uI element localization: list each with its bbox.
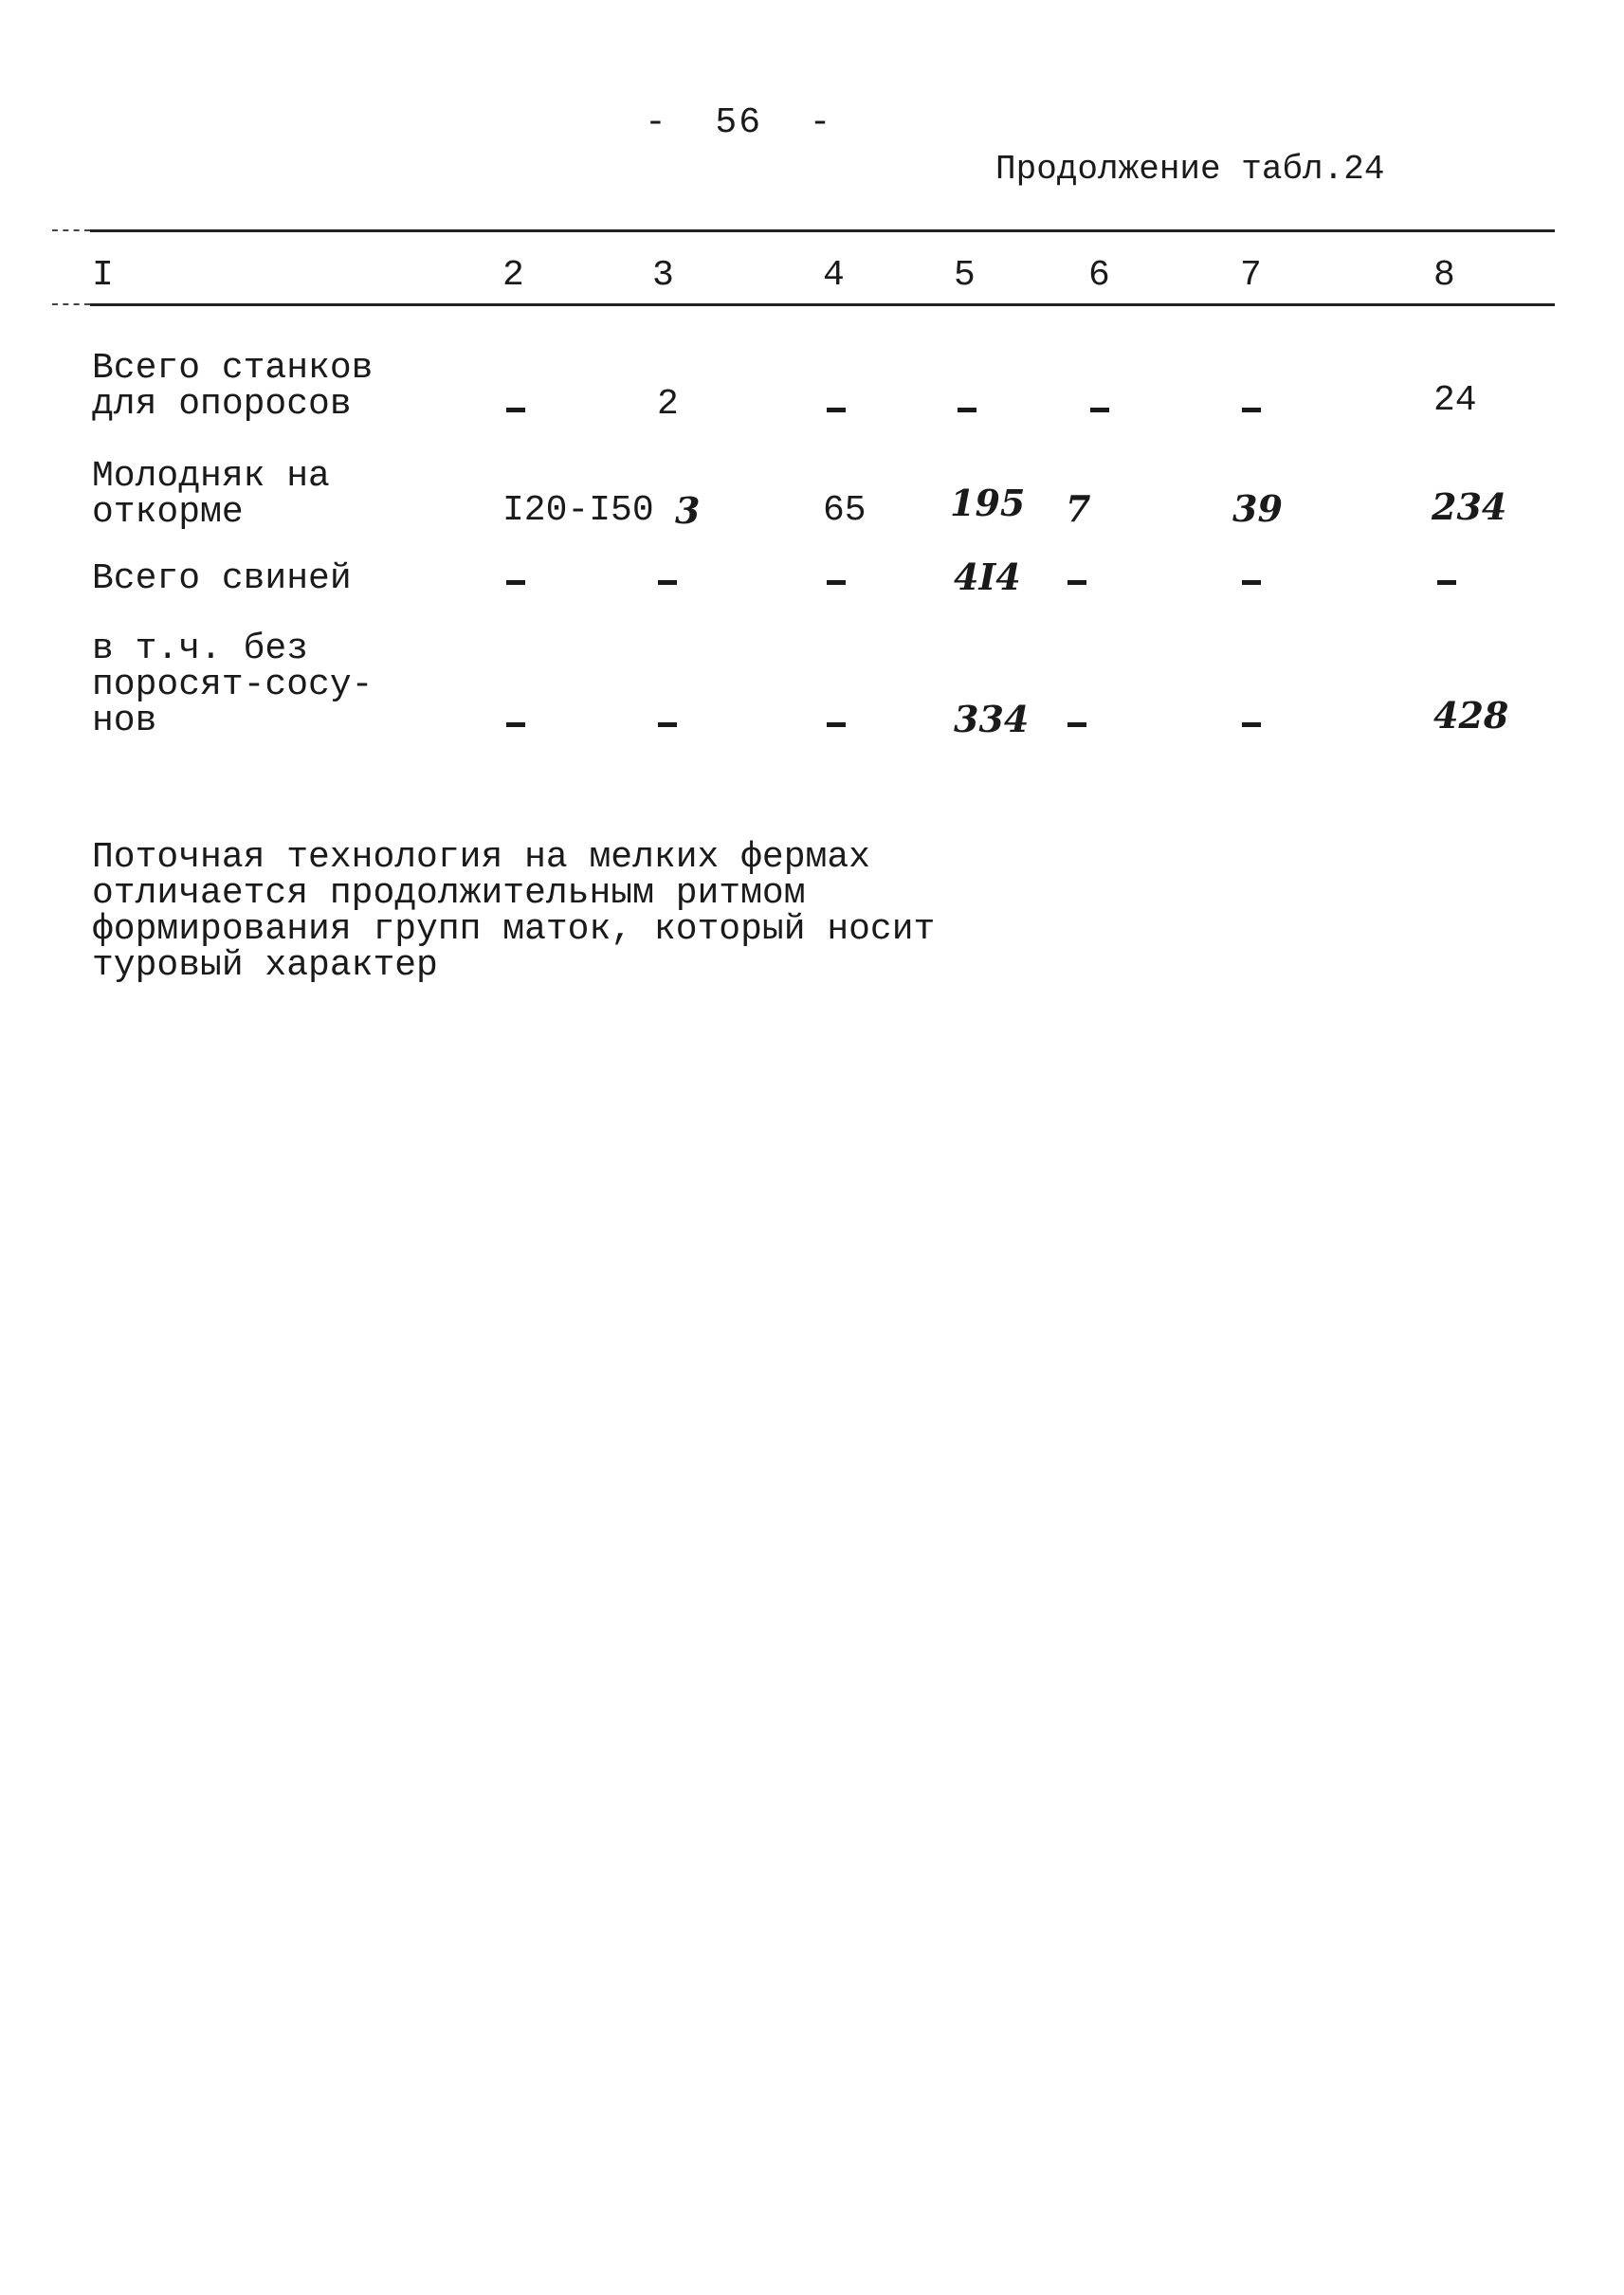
dash-mark (1437, 580, 1456, 585)
row-label-line: откорме (92, 492, 244, 533)
dash-mark (506, 722, 525, 727)
cell-col-4: 65 (823, 490, 867, 531)
header-col-7: 7 (1240, 255, 1262, 296)
header-col-3: 3 (652, 255, 674, 296)
dash-mark (506, 580, 525, 585)
header-col-4: 4 (823, 255, 845, 296)
dash-mark (827, 408, 846, 412)
cell-col-8: 428 (1433, 694, 1509, 737)
cell-col-8: 234 (1432, 485, 1507, 528)
paragraph-line: туровый характер (92, 945, 438, 986)
paragraph-line: Поточная технология на мелких фермах (92, 837, 870, 878)
row-label-line: Молодняк на (92, 456, 330, 497)
page-number: - 56 - (645, 102, 833, 143)
dash-mark (1090, 408, 1109, 412)
header-col-8: 8 (1433, 255, 1455, 296)
dash-mark (958, 408, 976, 412)
dash-mark (1242, 580, 1261, 585)
cell-col-6: 7 (1066, 487, 1091, 530)
dash-mark (1067, 580, 1086, 585)
header-col-2: 2 (502, 255, 524, 296)
dash-mark (1067, 722, 1086, 727)
cell-col-2: I20-I50 (502, 490, 654, 531)
header-col-1: I (92, 255, 114, 296)
dash-mark (506, 408, 525, 412)
row-label-line: поросят-сосу- (92, 665, 374, 705)
dash-mark (658, 580, 677, 585)
dash-mark (1242, 722, 1261, 727)
dash-mark (658, 722, 677, 727)
cell-col-3: 3 (675, 489, 701, 532)
dash-mark (1242, 408, 1261, 412)
cell-col-7: 39 (1232, 487, 1283, 530)
table-header-rule (90, 303, 1555, 306)
cell-col-5: 195 (950, 482, 1026, 524)
cell-col-8: 24 (1433, 380, 1477, 421)
header-col-6: 6 (1088, 255, 1110, 296)
cell-col-5: 4I4 (954, 556, 1021, 598)
paragraph-line: отличается продолжительным ритмом (92, 873, 806, 914)
cell-col-3: 2 (657, 384, 679, 425)
row-label-line: Всего свиней (92, 558, 352, 599)
table-top-rule (90, 229, 1555, 232)
body-paragraph (92, 837, 1002, 986)
header-col-5: 5 (954, 255, 976, 296)
row-label-line: Всего станков (92, 348, 374, 389)
row-label-line: для опоросов (92, 384, 352, 425)
dash-mark (827, 580, 846, 585)
row-label-line: нов (92, 701, 157, 741)
paragraph-line: формирования групп маток, который носит (92, 909, 936, 950)
cell-col-5: 334 (954, 698, 1030, 740)
row-label-line: в т.ч. без (92, 628, 309, 669)
table-continuation-caption: Продолжение табл.24 (995, 150, 1385, 189)
dash-mark (827, 722, 846, 727)
